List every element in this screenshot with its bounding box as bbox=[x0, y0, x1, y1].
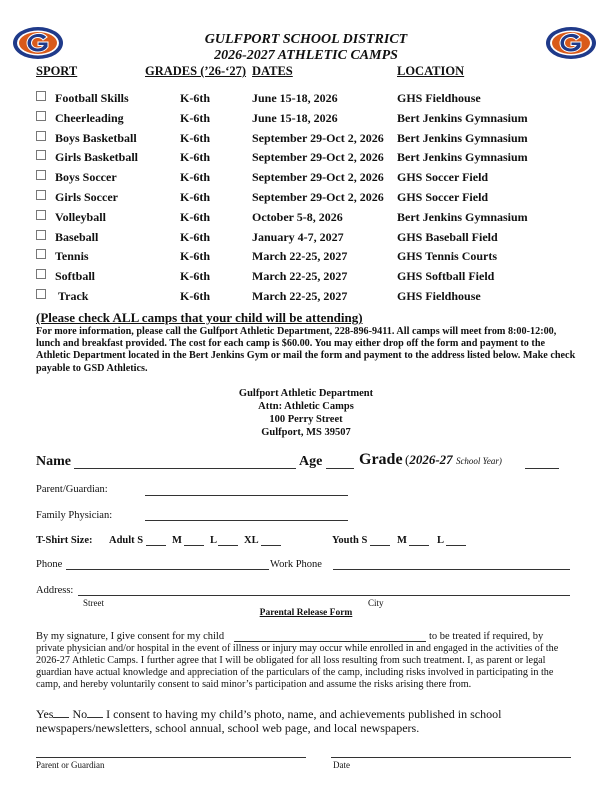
camp-location: Bert Jenkins Gymnasium bbox=[397, 110, 528, 125]
camp-dates: September 29-Oct 2, 2026 bbox=[252, 150, 384, 165]
yes-label: Yes bbox=[36, 707, 54, 721]
youth-l-field[interactable] bbox=[446, 545, 466, 546]
camp-location: Bert Jenkins Gymnasium bbox=[397, 209, 528, 224]
camp-grades: K-6th bbox=[180, 91, 210, 105]
address-field[interactable] bbox=[78, 595, 570, 596]
camp-row bbox=[0, 210, 612, 228]
camp-location: GHS Soccer Field bbox=[397, 170, 489, 185]
school-year-value: 2026-27 bbox=[409, 452, 453, 467]
camp-checkbox[interactable] bbox=[36, 230, 46, 240]
youth-s-label: Youth S bbox=[332, 535, 368, 546]
camp-sport: Boys Soccer bbox=[55, 170, 117, 185]
grade-year-note bbox=[405, 452, 502, 468]
camp-sport: Boys Basketball bbox=[55, 130, 137, 145]
camp-sport: Track bbox=[58, 289, 89, 303]
camp-checkbox[interactable] bbox=[36, 131, 46, 141]
camp-sport: Softball bbox=[55, 269, 96, 284]
camp-checkbox[interactable] bbox=[36, 190, 46, 200]
work-phone-field[interactable] bbox=[333, 569, 570, 570]
paren-open: ( bbox=[405, 452, 410, 467]
address-line-2: Attn: Athletic Camps bbox=[258, 401, 354, 412]
camp-grades: K-6th bbox=[180, 229, 210, 244]
camp-dates: January 4-7, 2027 bbox=[252, 229, 344, 244]
camp-checkbox[interactable] bbox=[36, 170, 46, 180]
parent-guardian-field[interactable] bbox=[145, 495, 348, 496]
date-field[interactable] bbox=[331, 757, 571, 758]
camp-row bbox=[0, 289, 612, 307]
camp-dates: June 15-18, 2026 bbox=[252, 110, 338, 125]
camp-grades: K-6th bbox=[180, 289, 210, 303]
camp-sport: Tennis bbox=[55, 249, 89, 264]
camp-grades: K-6th bbox=[180, 269, 210, 284]
camp-dates: September 29-Oct 2, 2026 bbox=[252, 190, 384, 204]
camp-row bbox=[0, 150, 612, 168]
tshirt-size-label: T-Shirt Size: bbox=[36, 535, 93, 546]
camp-location: GHS Fieldhouse bbox=[397, 91, 481, 105]
grade-label: Grade bbox=[359, 451, 403, 468]
adult-s-field[interactable] bbox=[146, 545, 166, 546]
phone-field[interactable] bbox=[66, 569, 269, 570]
consent-paragraph: private physician and/or hospital in the event of illness or injury may occur while enrolled in and engaged in the activities of the 2026-27 Athletic Camps. I further agree that I will be obligated for all loss resulting from such treatment. I, as parent or legal guardian have actual knowledge and appreciation of the particulars of the camp, including risks involved in participating in the camp, and hereby voluntarily consent to said minor’s participation and assume the risks arising there from. bbox=[36, 643, 559, 690]
camp-row bbox=[0, 190, 612, 208]
no-field[interactable] bbox=[87, 717, 103, 718]
parent-guardian-label: Parent/Guardian: bbox=[36, 484, 108, 495]
phone-label: Phone bbox=[36, 559, 63, 570]
info-paragraph: For more information, please call the Gulfport Athletic Department, 228-896-9411. All camps will meet from 8:00-12:00, lunch and breakfast provided. The cost for each camp is $60.00. You may either drop off the form and payment to the Athletic Department located in the Bert Jenkins Gym or mail the form and payment to the address listed below. Make check payable to GSD Athletics. bbox=[36, 326, 576, 374]
school-year-label: School Year) bbox=[455, 456, 502, 466]
camp-row bbox=[0, 269, 612, 287]
camp-location: Bert Jenkins Gymnasium bbox=[397, 130, 528, 145]
yes-field[interactable] bbox=[53, 717, 69, 718]
work-phone-label: Work Phone bbox=[270, 559, 322, 570]
youth-m-label: M bbox=[397, 535, 407, 546]
district-title: GULFPORT SCHOOL DISTRICT bbox=[204, 32, 408, 47]
camp-location: GHS Baseball Field bbox=[397, 229, 498, 244]
camp-row bbox=[0, 230, 612, 248]
camp-dates: March 22-25, 2027 bbox=[252, 269, 348, 284]
city-label: City bbox=[368, 598, 384, 608]
camp-sport: Baseball bbox=[55, 229, 99, 244]
camp-checkbox[interactable] bbox=[36, 150, 46, 160]
check-all-instruction: (Please check ALL camps that your child will be attending) bbox=[36, 310, 363, 325]
address-line-3: 100 Perry Street bbox=[269, 414, 343, 425]
camp-dates: June 15-18, 2026 bbox=[252, 91, 338, 105]
camp-grades: K-6th bbox=[180, 190, 210, 204]
address-label: Address: bbox=[36, 585, 74, 596]
camp-grades: K-6th bbox=[180, 170, 210, 185]
photo-consent bbox=[36, 707, 581, 735]
youth-l-label: L bbox=[437, 535, 445, 546]
family-physician-label: Family Physician: bbox=[36, 510, 113, 521]
age-field[interactable] bbox=[326, 468, 354, 469]
child-name-field[interactable] bbox=[234, 641, 426, 642]
adult-xl-field[interactable] bbox=[261, 545, 281, 546]
column-location: LOCATION bbox=[397, 64, 465, 78]
camp-location: GHS Soccer Field bbox=[397, 190, 489, 204]
camp-location: Bert Jenkins Gymnasium bbox=[397, 150, 528, 165]
youth-s-field[interactable] bbox=[370, 545, 390, 546]
parent-signature-label: Parent or Guardian bbox=[36, 760, 105, 770]
adult-m-label: M bbox=[172, 535, 182, 546]
camp-location: GHS Tennis Courts bbox=[397, 249, 498, 264]
camp-dates: March 22-25, 2027 bbox=[252, 289, 348, 303]
column-dates: DATES bbox=[252, 64, 293, 78]
parent-signature-field[interactable] bbox=[36, 757, 306, 758]
camp-row bbox=[0, 91, 612, 109]
camp-grades: K-6th bbox=[180, 110, 210, 125]
camp-sport: Girls Basketball bbox=[55, 150, 139, 165]
name-label: Name bbox=[36, 454, 71, 469]
address-line-4: Gulfport, MS 39507 bbox=[261, 427, 351, 438]
camps-title: 2026-2027 ATHLETIC CAMPS bbox=[214, 48, 398, 63]
camp-grades: K-6th bbox=[180, 209, 210, 224]
photo-consent-text: I consent to having my child’s photo, name, and achievements published in school newspapers/newsletters, school annual, school web page, and local newspapers. bbox=[36, 707, 502, 735]
age-label: Age bbox=[299, 454, 323, 469]
camp-dates: September 29-Oct 2, 2026 bbox=[252, 130, 384, 145]
grade-field[interactable] bbox=[525, 468, 559, 469]
camp-checkbox[interactable] bbox=[36, 111, 46, 121]
camp-row bbox=[0, 111, 612, 129]
camp-grades: K-6th bbox=[180, 150, 210, 165]
camp-dates: March 22-25, 2027 bbox=[252, 249, 348, 264]
camp-sport: Volleyball bbox=[55, 209, 106, 224]
camp-row bbox=[0, 249, 612, 267]
consent-text-end: to be treated if required, by bbox=[429, 631, 544, 642]
camp-checkbox[interactable] bbox=[36, 249, 46, 259]
camp-location: GHS Softball Field bbox=[397, 269, 495, 284]
camp-sport: Cheerleading bbox=[55, 110, 124, 125]
camp-grades: K-6th bbox=[180, 249, 210, 264]
street-label: Street bbox=[83, 598, 104, 608]
no-label: No bbox=[72, 707, 88, 721]
camp-checkbox[interactable] bbox=[36, 289, 46, 299]
camp-checkbox[interactable] bbox=[36, 91, 46, 101]
camp-location: GHS Fieldhouse bbox=[397, 289, 481, 303]
camp-dates: October 5-8, 2026 bbox=[252, 209, 343, 224]
date-label: Date bbox=[333, 760, 350, 770]
camp-row bbox=[0, 170, 612, 188]
camp-row bbox=[0, 131, 612, 149]
family-physician-field[interactable] bbox=[145, 520, 348, 521]
adult-l-label: L bbox=[210, 535, 218, 546]
camp-grades: K-6th bbox=[180, 130, 210, 145]
adult-l-field[interactable] bbox=[218, 545, 238, 546]
camp-checkbox[interactable] bbox=[36, 210, 46, 220]
camp-checkbox[interactable] bbox=[36, 269, 46, 279]
column-sport: SPORT bbox=[36, 64, 78, 78]
column-grades: GRADES (’26-‘27) bbox=[145, 64, 247, 78]
name-field[interactable] bbox=[74, 468, 296, 469]
address-line-1: Gulfport Athletic Department bbox=[238, 388, 374, 399]
camp-dates: September 29-Oct 2, 2026 bbox=[252, 170, 384, 185]
adult-xl-label: XL bbox=[244, 535, 259, 546]
adult-s-label: Adult S bbox=[109, 535, 144, 546]
adult-m-field[interactable] bbox=[184, 545, 204, 546]
consent-text-start: By my signature, I give consent for my child bbox=[36, 631, 225, 642]
youth-m-field[interactable] bbox=[409, 545, 429, 546]
camp-sport: Girls Soccer bbox=[55, 190, 118, 204]
release-form-title: Parental Release Form bbox=[259, 608, 353, 618]
camp-sport: Football Skills bbox=[55, 91, 129, 105]
